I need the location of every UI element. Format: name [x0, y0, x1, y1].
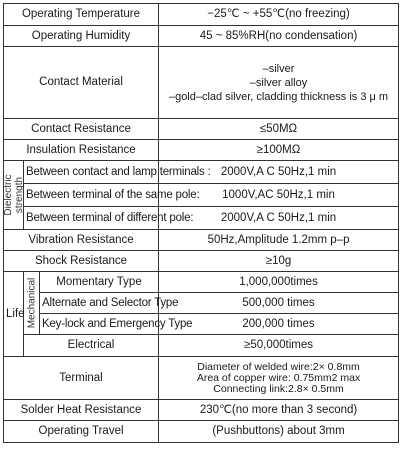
contact-resistance-value: ≤50MΩ [159, 119, 399, 140]
row-operating-humidity [4, 26, 399, 47]
dielectric-condition-value: 1000V,AC 50Hz,1 min [159, 184, 399, 207]
operating-humidity-label: Operating Humidity [4, 26, 159, 47]
life-label: Life [4, 272, 24, 357]
life-type-label: Key-lock and Emergency Type [40, 314, 159, 335]
operating-temperature-label: Operating Temperature [4, 4, 159, 26]
operating-temperature-value: −25℃ ~ +55℃(no freezing) [159, 4, 399, 26]
vibration-resistance-value: 50Hz,Amplitude 1.2mm p–p [159, 230, 399, 251]
dielectric-condition-value: 2000V,A C 50Hz,1 min [159, 207, 399, 230]
dielectric-strength-group-label [4, 161, 24, 230]
dielectric-condition-label: Between terminal of different pole: [24, 207, 159, 230]
dielectric-condition-label: Between contact and lamp terminals : [24, 161, 159, 184]
electrical-value: ≥50,000times [159, 335, 399, 357]
row-contact-resistance [4, 119, 399, 140]
contact-material-item: –gold–clad silver, cladding thickness is 3 μ m [168, 90, 389, 103]
operating-travel-label: Operating Travel [4, 421, 159, 443]
terminal-detail-line: Area of copper wire: 0.75mm2 max [196, 371, 361, 384]
insulation-resistance-label: Insulation Resistance [4, 140, 159, 161]
operating-humidity-value: 45 ~ 85%RH(no condensation) [159, 26, 399, 47]
insulation-resistance-value: ≥100MΩ [159, 140, 399, 161]
shock-resistance-value: ≥10g [159, 251, 399, 272]
contact-material-item: –silver [262, 62, 295, 75]
row-solder-heat-resistance [4, 400, 399, 421]
row-life-alternate [4, 293, 399, 314]
row-dielectric-1 [4, 161, 399, 184]
terminal-detail-line: Connecting link:2.8× 0.5mm [213, 382, 344, 395]
row-life-keylock [4, 314, 399, 335]
life-type-value: 500,000 times [159, 293, 399, 314]
vibration-resistance-label: Vibration Resistance [4, 230, 159, 251]
dielectric-condition-value: 2000V,A C 50Hz,1 min [159, 161, 399, 184]
dielectric-condition-label: Between terminal of the same pole: [24, 184, 159, 207]
dielectric-label-line-2: strength [13, 176, 25, 214]
electrical-label: Electrical [24, 335, 159, 357]
row-shock-resistance [4, 251, 399, 272]
terminal-details [159, 357, 399, 400]
solder-heat-resistance-value: 230℃(no more than 3 second) [159, 400, 399, 421]
operating-travel-value: (Pushbuttons) about 3mm [159, 421, 399, 443]
row-dielectric-2 [4, 184, 399, 207]
row-dielectric-3 [4, 207, 399, 230]
mechanical-group-label [24, 272, 40, 335]
life-type-label: Alternate and Selector Type [40, 293, 159, 314]
contact-material-list [159, 47, 399, 119]
life-type-value: 200,000 times [159, 314, 399, 335]
row-life-momentary [4, 272, 399, 293]
contact-material-label: Contact Material [4, 47, 159, 119]
contact-material-item: –silver alloy [249, 76, 308, 89]
solder-heat-resistance-label: Solder Heat Resistance [4, 400, 159, 421]
row-operating-temperature [4, 4, 399, 26]
dielectric-label-line-1: Dielectric [2, 174, 14, 216]
life-type-value: 1,000,000times [159, 272, 399, 293]
shock-resistance-label: Shock Resistance [4, 251, 159, 272]
row-vibration-resistance [4, 230, 399, 251]
mechanical-label-text: Mechanical [26, 277, 37, 329]
terminal-label: Terminal [4, 357, 159, 400]
specification-table [3, 3, 399, 443]
row-contact-material [4, 47, 399, 119]
row-life-electrical [4, 335, 399, 357]
row-insulation-resistance [4, 140, 399, 161]
row-terminal [4, 357, 399, 400]
contact-resistance-label: Contact Resistance [4, 119, 159, 140]
row-operating-travel [4, 421, 399, 443]
terminal-detail-line: Diameter of welded wire:2× 0.8mm [197, 360, 360, 373]
life-type-label: Momentary Type [40, 272, 159, 293]
